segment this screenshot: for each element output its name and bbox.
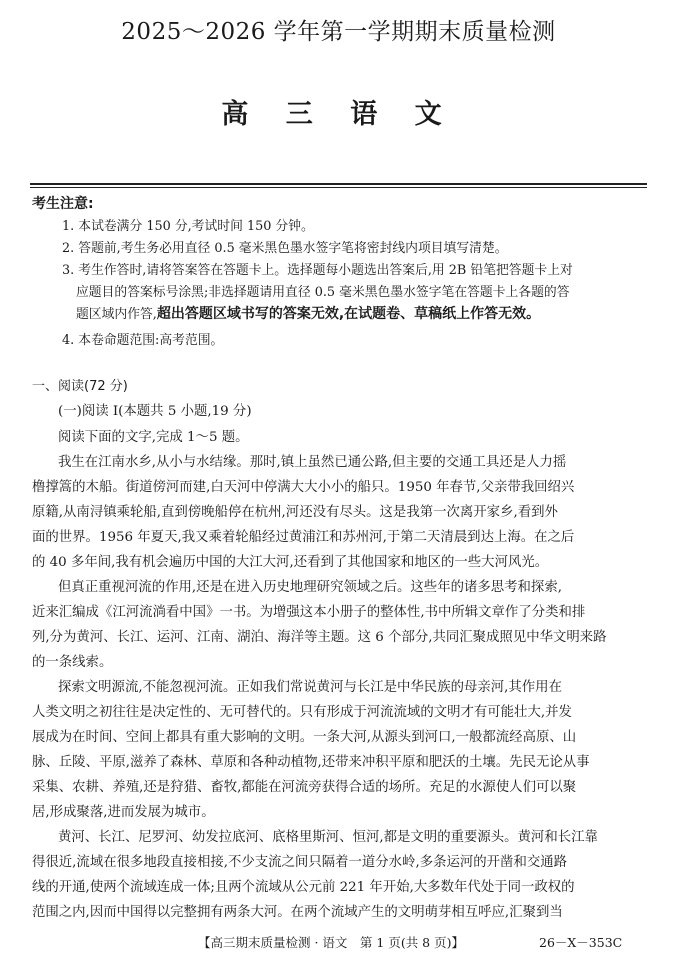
header-divider-thin — [30, 187, 647, 188]
notice-item-continued: 应题目的答案标号涂黑;非选择题请用直径 0.5 毫米黑色墨水签字笔在答题卡上各题的答 — [76, 285, 570, 300]
passage-line: 脉、丘陵、平原,滋养了森林、草原和各种动植物,还带来冲积平原和肥沃的土壤。先民无论从事 — [32, 755, 590, 770]
header-divider-thick — [30, 183, 647, 185]
section-heading: 一、阅读(72 分) — [32, 379, 128, 394]
passage-line: 展成为在时间、空间上都具有重大影响的文明。一条大河,从源头到河口,一般都流经高原、山 — [32, 730, 577, 745]
passage-line: 采集、农耕、养殖,还是狩猎、畜牧,都能在河流旁获得合适的场所。充足的水源使人们可以聚 — [32, 780, 577, 795]
passage-line: 范围之内,因而中国得以完整拥有两条大河。在两个流域产生的文明萌芽相互呼应,汇聚到当 — [32, 905, 563, 920]
passage-line: 原籍,从南浔镇乘轮船,直到傍晚船停在杭州,河还没有尽头。这是我第一次离开家乡,看到外 — [32, 505, 558, 520]
notice-item: 4. 本卷命题范围:高考范围。 — [62, 333, 224, 348]
notice-item-continued — [76, 303, 540, 323]
passage-line: 得很近,流域在很多地段直接相接,不少支流之间只隔着一道分水岭,多条运河的开凿和交通路 — [32, 855, 568, 870]
passage-line: 列,分为黄河、长江、运河、江南、湖泊、海洋等主题。这 6 个部分,共同汇聚成照见中华文明来路 — [32, 630, 607, 645]
sub-heading: (一)阅读 I(本题共 5 小题,19 分) — [58, 404, 252, 419]
notice-item: 3. 考生作答时,请将答案答在答题卡上。选择题每小题选出答案后,用 2B 铅笔把答题卡上对 — [62, 263, 573, 278]
passage-line: 面的世界。1956 年夏天,我又乘着轮船经过黄浦江和苏州河,于第二天清晨到达上海。在之后 — [32, 530, 575, 545]
passage-line: 探索文明源流,不能忽视河流。正如我们常说黄河与长江是中华民族的母亲河,其作用在 — [58, 680, 562, 695]
passage-line: 线的开通,使两个流域连成一体;且两个流域从公元前 221 年开始,大多数年代处于同一政权的 — [32, 880, 575, 895]
footer-page-info: 【高三期末质量检测 · 语文 第 1 页(共 8 页)】 — [198, 935, 464, 950]
passage-line: 近来汇编成《江河流淌看中国》一书。为增强这本小册子的整体性,书中所辑文章作了分类和排 — [32, 605, 586, 620]
notice-emphasis: 超出答题区域书写的答案无效,在试题卷、草稿纸上作答无效。 — [156, 306, 541, 322]
notice-title: 考生注意: — [32, 196, 94, 212]
notice-item-text: 题区域内作答, — [76, 307, 157, 322]
instruction: 阅读下面的文字,完成 1～5 题。 — [58, 430, 249, 445]
footer-paper-code: 26－X－353C — [539, 935, 623, 950]
passage-line: 居,形成聚落,进而发展为城市。 — [32, 805, 215, 820]
passage-line: 但真正重视河流的作用,还是在进入历史地理研究领域之后。这些年的诸多思考和探索, — [58, 580, 562, 595]
subject-title: 高 三 语 文 — [221, 99, 456, 130]
passage-line: 黄河、长江、尼罗河、幼发拉底河、底格里斯河、恒河,都是文明的重要源头。黄河和长江靠 — [58, 830, 598, 845]
notice-item: 2. 答题前,考生务必用直径 0.5 毫米黑色墨水签字笔将密封线内项目填写清楚。 — [62, 241, 508, 256]
notice-item: 1. 本试卷满分 150 分,考试时间 150 分钟。 — [62, 219, 314, 234]
passage-line: 我生在江南水乡,从小与水结缘。那时,镇上虽然已通公路,但主要的交通工具还是人力摇 — [58, 455, 567, 470]
passage-line: 的一条线索。 — [32, 655, 113, 670]
passage-line: 的 40 多年间,我有机会遍历中国的大江大河,还看到了其他国家和地区的一些大河风光。 — [32, 555, 549, 570]
passage-line: 人类文明之初往往是决定性的、无可替代的。只有形成于河流流域的文明才有可能壮大,并发 — [32, 705, 572, 720]
passage-line: 橹撑篙的木船。街道傍河而建,白天河中停满大大小小的船只。1950 年春节,父亲带我回绍兴 — [32, 480, 575, 495]
exam-title: 2025～2026 学年第一学期期末质量检测 — [121, 19, 556, 45]
